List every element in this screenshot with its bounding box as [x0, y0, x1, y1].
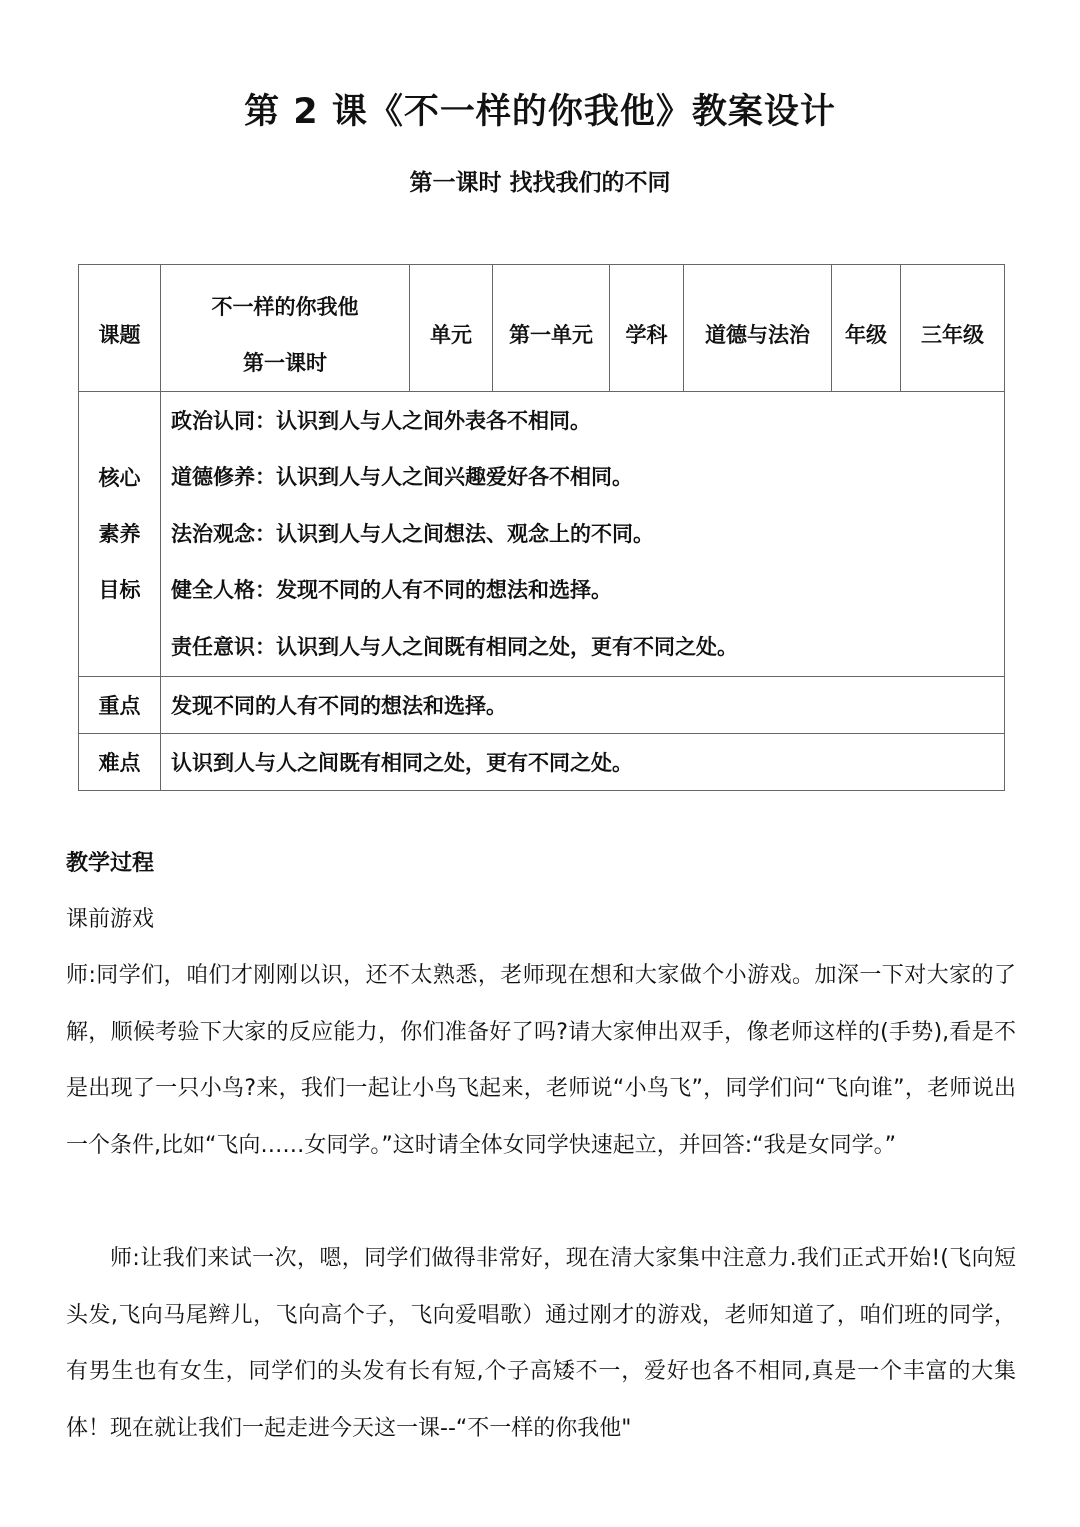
grade-value: 三年级	[921, 323, 984, 347]
goals-label-line: 目标	[98, 578, 141, 602]
grade-value-cell	[901, 265, 1005, 392]
goal-item: 法治观念：认识到人与人之间想法、观念上的不同。	[171, 521, 654, 546]
grade-label-cell	[832, 265, 901, 392]
subject-label-cell	[610, 265, 684, 392]
process-paragraph-1: 师:同学们，咱们才刚刚以识，还不太熟悉，老师现在想和大家做个小游戏。加深一下对大家的了解，顺候考验下大家的反应能力，你们准备好了吗?请大家伸出双手，像老师这样的(手势),看是不是出现了一只小鸟?来，我们一起让小鸟飞起来，老师说“小鸟飞”，同学们问“飞向谁”，老师说出一个条件,比如“飞向……女同学。”这时请全体女同学快速起立，并回答:“我是女同学。”	[66, 963, 1016, 1158]
goals-label-line: 核心	[98, 466, 141, 490]
topic-value-cell	[161, 265, 410, 392]
unit-value: 第一单元	[509, 323, 593, 347]
subject-value: 道德与法治	[705, 323, 810, 347]
goals-label-line: 素养	[98, 522, 141, 546]
unit-label-cell	[410, 265, 493, 392]
process-paragraph-2: 师:让我们来试一次，嗯，同学们做得非常好，现在清大家集中注意力.我们正式开始!(飞向短头发,飞向马尾辫儿，飞向高个子，飞向爱唱歌）通过刚才的游戏，老师知道了，咱们班的同学，有男生也有女生，同学们的头发有长有短,个子高矮不一，爱好也各不相同,真是一个丰富的大集体！现在就让我们一起走进今天这一课--“不一样的你我他"	[66, 1246, 1016, 1441]
topic-value-line1: 不一样的你我他	[211, 295, 359, 319]
key-point-value: 发现不同的人有不同的想法和选择。	[161, 677, 1005, 734]
goal-item: 责任意识：认识到人与人之间既有相同之处，更有不同之处。	[171, 634, 738, 659]
subject-value-cell	[684, 265, 832, 392]
goal-item: 道德修养：认识到人与人之间兴趣爱好各不相同。	[171, 465, 633, 490]
header-row	[79, 265, 1005, 392]
subject-label: 学科	[625, 323, 668, 347]
unit-value-cell	[493, 265, 610, 392]
lesson-info-table	[78, 264, 1005, 791]
teaching-process-heading: 教学过程	[66, 851, 155, 876]
goal-item: 健全人格：发现不同的人有不同的想法和选择。	[171, 578, 612, 603]
difficulty-value: 认识到人与人之间既有相同之处，更有不同之处。	[161, 734, 1005, 791]
page-title: 第 2 课《不一样的你我他》教案设计	[244, 92, 836, 132]
topic-value-line2: 第一课时	[243, 351, 327, 375]
key-point-label: 重点	[79, 677, 161, 734]
topic-label-cell	[79, 265, 161, 392]
pre-class-game-heading: 课前游戏	[66, 907, 155, 932]
goal-item: 政治认同：认识到人与人之间外表各不相同。	[171, 408, 591, 433]
difficulty-label: 难点	[79, 734, 161, 791]
page-subtitle: 第一课时 找找我们的不同	[409, 170, 671, 196]
grade-label: 年级	[845, 323, 887, 347]
difficulty-row	[79, 734, 1005, 791]
goals-content-cell	[161, 392, 1005, 677]
unit-label: 单元	[430, 323, 472, 347]
key-point-row	[79, 677, 1005, 734]
goals-label-cell	[79, 392, 161, 677]
topic-label: 课题	[98, 323, 141, 347]
goals-row	[79, 392, 1005, 677]
